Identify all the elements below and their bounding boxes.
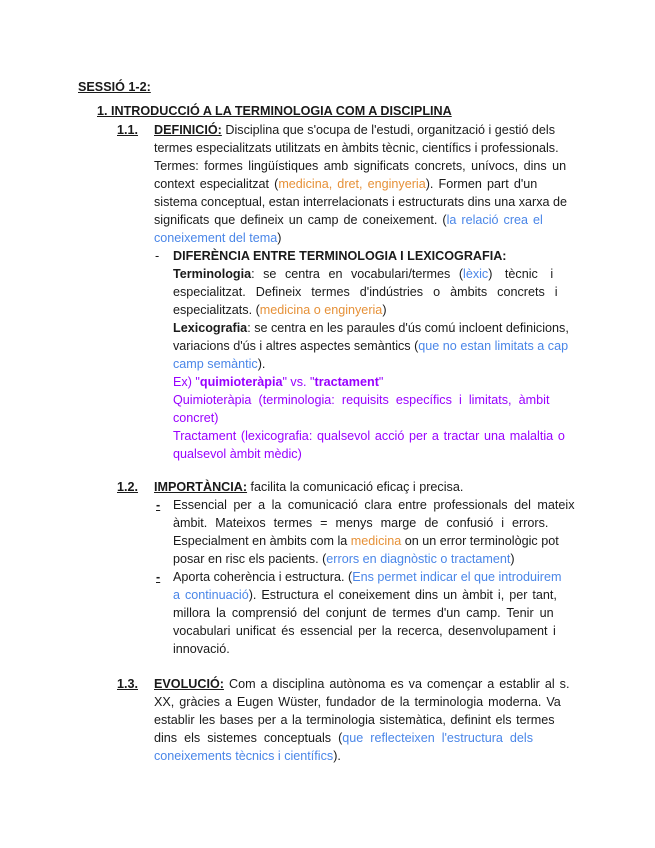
tractament-line-1: Tractament (lexicografia: qualsevol acció per a tractar una malaltia o: [173, 429, 565, 443]
lexicografia-line-1: Lexicografia: se centra en les paraules d'ús comú incloent definicions,: [173, 321, 569, 335]
s11-line-4: context especialitzat (medicina, dret, enginyeria). Formen part d'un: [154, 177, 538, 191]
s12-bullet-1-line-4: posar en risc els pacients. (errors en diagnòstic o tractament): [173, 552, 515, 566]
session-title: SESSIÓ 1-2:: [78, 80, 151, 94]
diff-bullet: -: [155, 249, 160, 263]
lexicografia-line-3: camp semàntic).: [173, 357, 266, 371]
s13-line-2: XX, gràcies a Eugen Wüster, fundador de la terminologia moderna. Va: [154, 695, 561, 709]
s12-bullet-2-line-2: a continuació). Estructura el coneixement dins un àmbit i, per tant,: [173, 588, 557, 602]
s12-bullet-1-line-2: àmbit. Mateixos termes = menys marge de confusió i errors.: [173, 516, 549, 530]
s11-line-3: Termes: formes lingüístiques amb significats concrets, unívocs, dins un: [154, 159, 567, 173]
example-line: Ex) "quimioteràpia" vs. "tractament": [173, 375, 384, 389]
s12-bullet-2-line-3: millora la comprensió del conjunt de termes d'un camp. Tenir un: [173, 606, 554, 620]
s13-line-1: EVOLUCIÓ: Com a disciplina autònoma es va començar a establir al s.: [154, 677, 570, 691]
terminologia-line-2: especialitzat. Defineix termes d'indústries o àmbits concrets i: [173, 285, 558, 299]
s12-number: 1.2.: [117, 480, 139, 494]
section-1-heading: 1. INTRODUCCIÓ A LA TERMINOLOGIA COM A DISCIPLINA: [97, 104, 452, 118]
s13-line-5: coneixements tècnics i científics).: [154, 749, 341, 763]
s11-line-6: significats que defineix un camp de coneixement. (la relació crea el: [154, 213, 543, 227]
tractament-line-2: qualsevol àmbit mèdic): [173, 447, 302, 461]
terminologia-line-3: especialitzats. (medicina o enginyeria): [173, 303, 387, 317]
s13-line-3: establir les bases per a la terminologia sistemàtica, definint els termes: [154, 713, 555, 727]
s12-bullet-1-line-3: Especialment en àmbits com la medicina on un error terminològic pot: [173, 534, 559, 548]
s12-bullet-2-marker: -: [156, 570, 161, 584]
s13-title: EVOLUCIÓ:: [154, 677, 224, 691]
s12-bullet-2-line-1: Aporta coherència i estructura. (Ens permet indicar el que introduirem: [173, 570, 562, 584]
s11-line-2: termes especialitzats utilitzats en àmbits tècnic, científics i professionals.: [154, 141, 559, 155]
s12-title: IMPORTÀNCIA:: [154, 480, 248, 494]
s11-title: DEFINICIÓ:: [154, 123, 222, 137]
s13-number: 1.3.: [117, 677, 139, 691]
s11-line-5: sistema conceptual, estan interrelacionats i estructurats dins una xarxa de: [154, 195, 568, 209]
s12-line-1: IMPORTÀNCIA: facilita la comunicació eficaç i precisa.: [154, 480, 464, 494]
s11-line-1: DEFINICIÓ: Disciplina que s'ocupa de l'estudi, organització i gestió dels: [154, 123, 556, 137]
lexicografia-line-2: variacions d'ús i altres aspectes semàntics (que no estan limitats a cap: [173, 339, 569, 353]
diff-title: DIFERÈNCIA ENTRE TERMINOLOGIA I LEXICOGRAFIA:: [173, 249, 507, 263]
s12-bullet-1-line-1: Essencial per a la comunicació clara entre professionals del mateix: [173, 498, 575, 512]
s12-bullet-2-line-4: vocabulari unificat és essencial per la recerca, desenvolupament i: [173, 624, 556, 638]
terminologia-line-1: Terminologia: se centra en vocabulari/termes (lèxic) tècnic i: [173, 267, 554, 281]
s11-line-7: coneixement del tema): [154, 231, 282, 245]
quimioterapia-line-2: concret): [173, 411, 219, 425]
quimioterapia-line-1: Quimioteràpia (terminologia: requisits específics i limitats, àmbit: [173, 393, 550, 407]
s12-bullet-1-marker: -: [156, 498, 161, 512]
s13-line-4: dins els sistemes conceptuals (que reflecteixen l'estructura dels: [154, 731, 534, 745]
s12-bullet-2-line-5: innovació.: [173, 642, 230, 656]
s11-number: 1.1.: [117, 123, 139, 137]
